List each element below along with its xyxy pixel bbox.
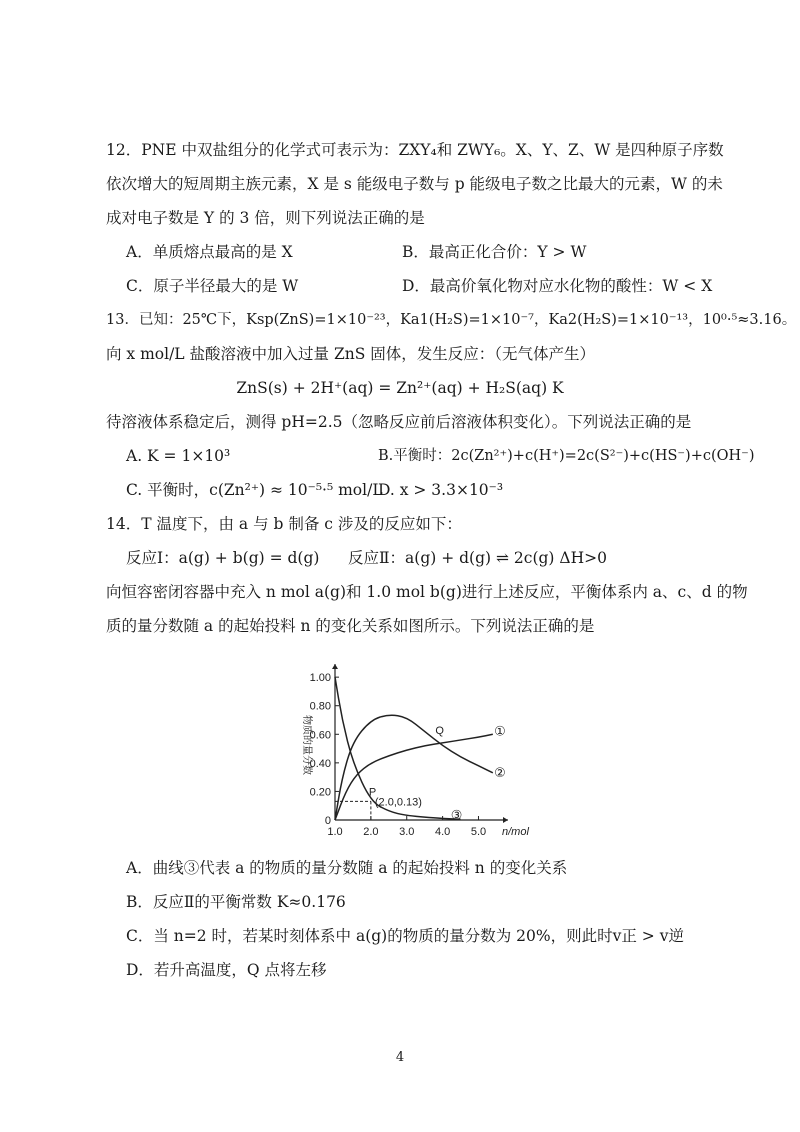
chart-annotations (335, 725, 444, 820)
q12-line-3: 成对电子数是 Y 的 3 倍，则下列说法正确的是 (106, 209, 425, 227)
q14-line-3: 质的量分数随 a 的起始投料 n 的变化关系如图所示。下列说法正确的是 (106, 617, 595, 635)
point-q-label: Q (435, 725, 444, 737)
y-axis-label: 物质的量分数 (301, 715, 312, 775)
q13-option-b: B.平衡时：2c(Zn²⁺)+c(H⁺)=2c(S²⁻)+c(HS⁻)+c(OH⁻) (378, 448, 755, 464)
q14-reaction-2: 反应Ⅱ：a(g) + d(g) ⇌ 2c(g) ΔH>0 (348, 549, 607, 567)
q14-option-b: B．反应Ⅱ的平衡常数 K≈0.176 (126, 893, 346, 911)
x-tick-label: 4.0 (434, 826, 451, 838)
point-p-label: P (368, 786, 377, 799)
x-tick-label: 1.0 (327, 826, 343, 838)
q12-option-d: D．最高价氧化物对应水化物的酸性：W < X (402, 277, 713, 295)
y-tick-label: 0.60 (309, 729, 331, 742)
q14-line-1: 14．T 温度下，由 a 与 b 制备 c 涉及的反应如下： (106, 515, 462, 533)
page-number: 4 (395, 1050, 405, 1065)
q14-option-c: C．当 n=2 时，若某时刻体系中 a(g)的物质的量分数为 20%，则此时v正 > v逆 (126, 927, 684, 945)
q13-line-3: 待溶液体系稳定后，测得 pH=2.5（忽略反应前后溶液体积变化）。下列说法正确的是 (106, 413, 692, 431)
q13-option-a: A. K = 1×10³ (126, 447, 231, 465)
series-label-1: ① (494, 723, 506, 739)
q12-option-c: C．原子半径最大的是 W (126, 277, 299, 295)
y-tick-label: 0.80 (309, 700, 331, 713)
q12-line-2: 依次增大的短周期主族元素，X 是 s 能级电子数与 p 能级电子数之比最大的元素，W 的未 (106, 175, 723, 193)
q14-option-d: D．若升高温度，Q 点将左移 (126, 961, 327, 979)
q13-option-c: C. 平衡时，c(Zn²⁺) ≈ 10⁻⁵·⁵ mol/L (126, 481, 383, 499)
q12-line-1: 12．PNE 中双盐组分的化学式可表示为：ZXY₄和 ZWY₆。X、Y、Z、W 是四种原子序数 (106, 141, 724, 159)
x-tick-label: 3.0 (399, 826, 415, 838)
y-axis-arrow (332, 664, 338, 669)
q13-line-2: 向 x mol/L 盐酸溶液中加入过量 ZnS 固体，发生反应：（无气体产生） (106, 345, 596, 363)
q13-equation: ZnS(s) + 2H⁺(aq) = Zn²⁺(aq) + H₂S(aq) K (236, 379, 564, 397)
series-label-2: ② (494, 764, 506, 780)
x-tick-label: 5.0 (470, 826, 487, 838)
y-tick-label: 0.40 (309, 757, 331, 770)
x-tick-label: 2.0 (363, 826, 379, 838)
q12-option-b: B．最高正化合价：Y > W (402, 243, 587, 261)
q12-option-a: A．单质熔点最高的是 X (126, 243, 293, 261)
y-tick-label: 0 (324, 815, 331, 827)
y-tick-label: 1.00 (309, 672, 331, 685)
q13-option-d: D. x > 3.3×10⁻³ (378, 481, 504, 499)
q14-option-a: A．曲线③代表 a 的物质的量分数随 a 的起始投料 n 的变化关系 (126, 859, 568, 877)
x-axis-arrow (503, 817, 508, 823)
series-label-3: ③ (450, 807, 463, 823)
y-tick-label: 0.20 (309, 786, 331, 799)
q14-line-2: 向恒容密闭容器中充入 n mol a(g)和 1.0 mol b(g)进行上述反应，平衡体系内 a、c、d 的物 (106, 583, 748, 601)
point-p-coord: (2.0,0.13) (374, 796, 422, 809)
x-axis-label: n/mol (502, 826, 529, 838)
q13-line-1: 13．已知：25℃下，Ksp(ZnS)=1×10⁻²³，Ka1(H₂S)=1×10⁻⁷，Ka2(H₂S)=1×10⁻¹³，10⁰·⁵≈3.16。 (106, 312, 797, 328)
q14-reaction-1: 反应Ⅰ：a(g) + b(g) = d(g) (126, 549, 320, 567)
fraction-chart (290, 660, 529, 840)
